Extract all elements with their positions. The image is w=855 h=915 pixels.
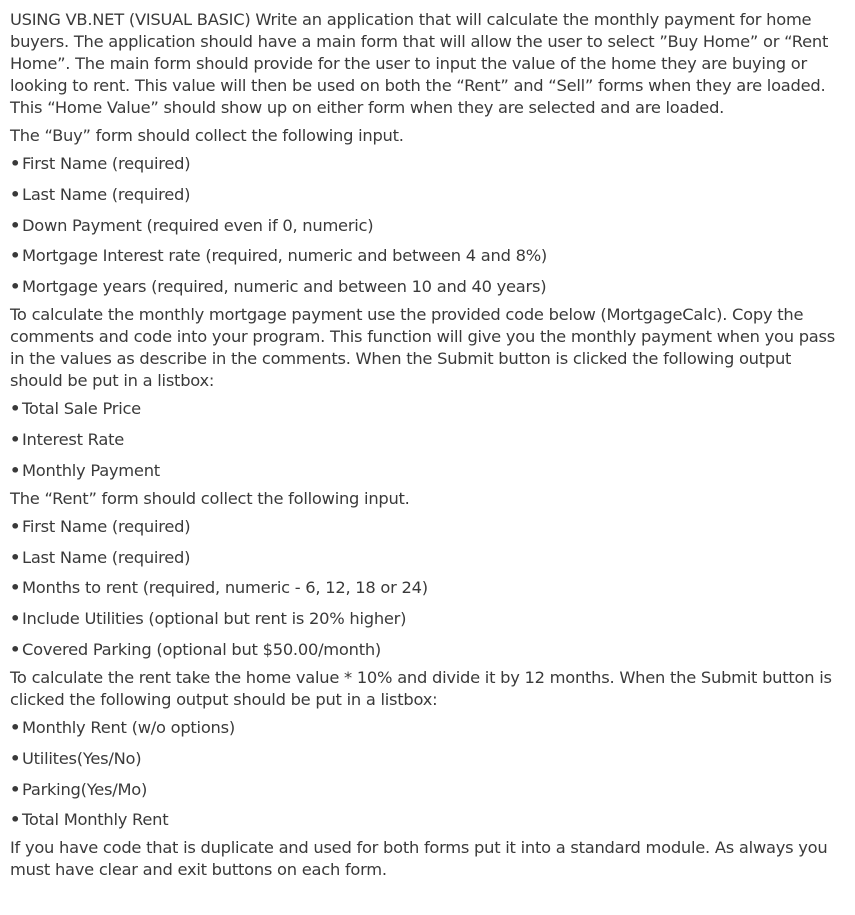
intro-paragraph: USING VB.NET (VISUAL BASIC) Write an application that will calculate the monthly payment for home buyers. The application should have a main form that will allow the user to select ”Buy Home” or “Rent Home”. The main form should provide for the user to input the value of the home they are buying or looking to rent. This value will then be used on both the “Rent” and “Sell” forms when they are loaded. This “Home Value” should show up on either form when they are selected and are loaded. bbox=[10, 10, 829, 117]
buy-form-heading: The “Buy” form should collect the following input. bbox=[10, 126, 404, 145]
rent-input-list bbox=[10, 516, 841, 661]
list-item: • Mortgage Interest rate (required, numeric and between 4 and 8%) bbox=[10, 245, 841, 267]
list-item: • Monthly Payment bbox=[10, 460, 841, 482]
list-item: • Down Payment (required even if 0, numeric) bbox=[10, 215, 841, 237]
list-item: • Total Monthly Rent bbox=[10, 809, 841, 831]
buy-output-list bbox=[10, 398, 841, 482]
list-item: • Last Name (required) bbox=[10, 547, 841, 569]
list-item: • Covered Parking (optional but $50.00/month) bbox=[10, 639, 841, 661]
rent-calc-paragraph: To calculate the rent take the home value * 10% and divide it by 12 months. When the Submit button is clicked the following output should be put in a listbox: bbox=[10, 667, 832, 709]
list-item: • Last Name (required) bbox=[10, 184, 841, 206]
buy-input-list bbox=[10, 153, 841, 298]
list-item: • Include Utilities (optional but rent is 20% higher) bbox=[10, 608, 841, 630]
list-item: • Utilites(Yes/No) bbox=[10, 748, 841, 770]
list-item: • First Name (required) bbox=[10, 153, 841, 175]
list-item: • Monthly Rent (w/o options) bbox=[10, 717, 841, 739]
list-item: • Parking(Yes/Mo) bbox=[10, 779, 841, 801]
closing-paragraph: If you have code that is duplicate and used for both forms put it into a standard module. As always you must have clear and exit buttons on each form. bbox=[10, 838, 828, 880]
mortgage-calc-paragraph: To calculate the monthly mortgage payment use the provided code below (MortgageCalc). Copy the comments and code into your program. This function will give you the monthly payment when you pass in the values as describe in the comments. When the Submit button is clicked the following output should be put in a listbox: bbox=[10, 305, 836, 391]
rent-output-list bbox=[10, 717, 841, 831]
rent-form-heading: The “Rent” form should collect the following input. bbox=[10, 488, 410, 508]
list-item: • Total Sale Price bbox=[10, 398, 841, 420]
list-item: • Months to rent (required, numeric - 6, 12, 18 or 24) bbox=[10, 577, 841, 599]
list-item: • Mortgage years (required, numeric and between 10 and 40 years) bbox=[10, 276, 841, 298]
list-item: • Interest Rate bbox=[10, 429, 841, 451]
list-item: • First Name (required) bbox=[10, 516, 841, 538]
